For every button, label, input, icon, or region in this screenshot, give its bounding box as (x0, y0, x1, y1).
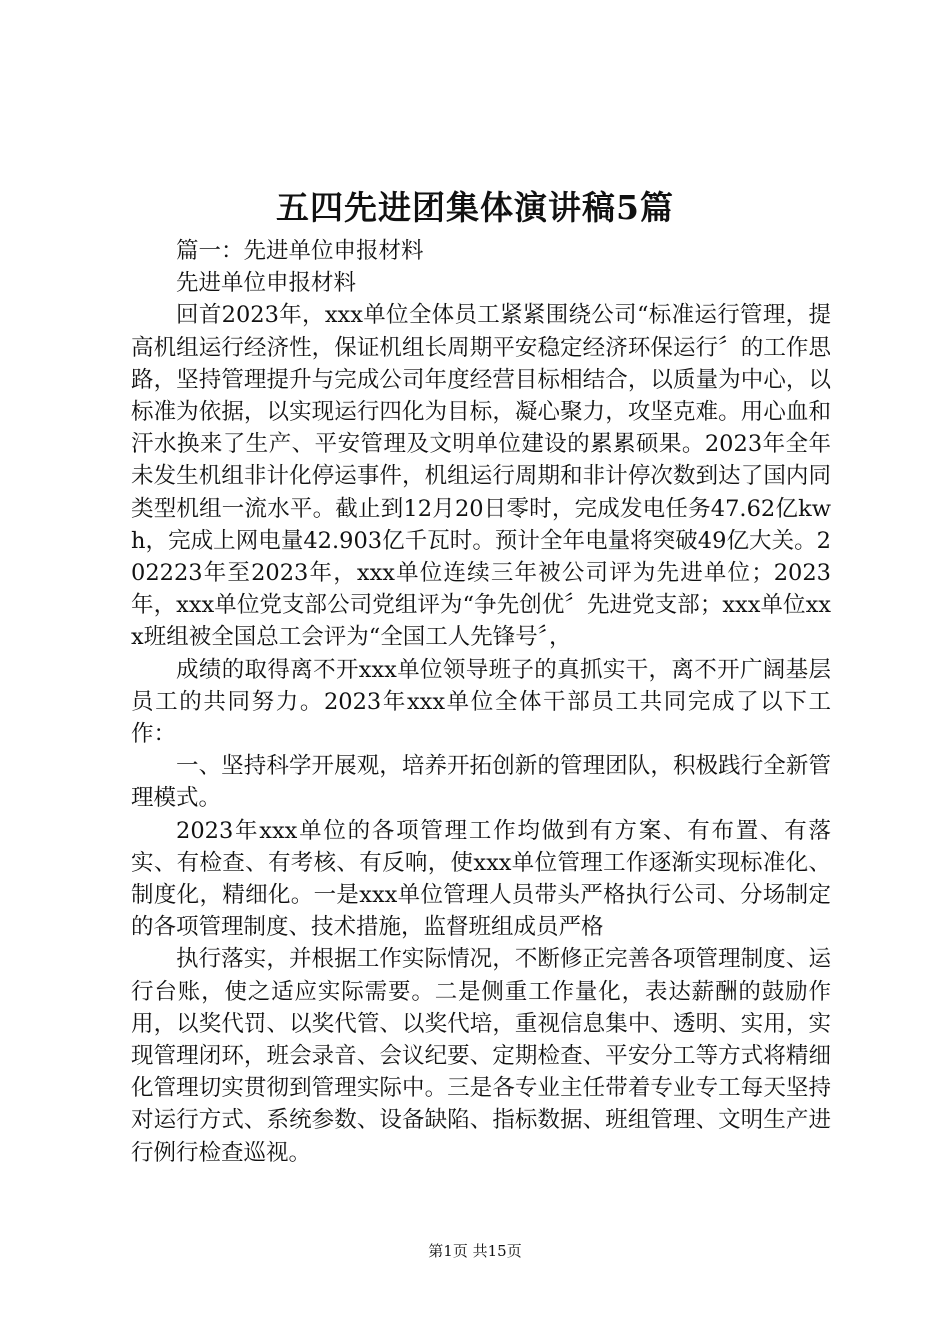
paragraph: 一、坚持科学开展观，培养开拓创新的管理团队，积极践行全新管理模式。 (131, 753, 831, 812)
document-title: 五四先进团集体演讲稿5篇 (276, 188, 674, 227)
page-footer: 第1页 共15页 (428, 1242, 522, 1260)
paragraph: 成绩的取得离不开xxx单位领导班子的真抓实干，离不开广阔基层员工的共同努力。2023年xxx单位全体干部员工共同完成了以下工作： (131, 656, 831, 748)
paragraph: 执行落实，并根据工作实际情况，不断修正完善各项管理制度、运行台账，使之适应实际需要。二是侧重工作量化，表达薪酬的鼓励作用，以奖代罚、以奖代管、以奖代培，重视信息集中、透明、实用，实现管理闭环，班会录音、会议纪要、定期检查、平安分工等方式将精细化管理切实贯彻到管理实际中。三是各专业主任带着专业专工每天坚持对运行方式、系统参数、设备缺陷、指标数据、班组管理、文明生产进行例行检查巡视。 (131, 946, 831, 1166)
document-body (131, 235, 831, 1169)
paragraph: 2023年xxx单位的各项管理工作均做到有方案、有布置、有落实、有检查、有考核、有反响，使xxx单位管理工作逐渐实现标准化、制度化，精细化。一是xxx单位管理人员带头严格执行公司、分场制定的各项管理制度、技术措施，监督班组成员严格 (131, 817, 831, 941)
paragraph: 篇一：先进单位申报材料 (176, 238, 424, 264)
paragraph: 回首2023年，xxx单位全体员工紧紧围绕公司“标准运行管理，提高机组运行经济性，保证机组长周期平安稳定经济环保运行〞的工作思路，坚持管理提升与完成公司年度经营目标相结合，以质量为中心，以标准为依据，以实现运行四化为目标，凝心聚力，攻坚克难。用心血和汗水换来了生产、平安管理及文明单位建设的累累硕果。2023年全年未发生机组非计化停运事件，机组运行周期和非计停次数到达了国内同类型机组一流水平。截止到12月20日零时，完成发电任务47.62亿kwh，完成上网电量42.903亿千瓦时。预计全年电量将突破49亿大关。202223年至2023年，xxx单位连续三年被公司评为先进单位；2023年，xxx单位党支部公司党组评为“争先创优〞先进党支部；xxx单位xxx班组被全国总工会评为“全国工人先锋号〞， (131, 302, 831, 651)
paragraph: 先进单位申报材料 (176, 270, 357, 297)
